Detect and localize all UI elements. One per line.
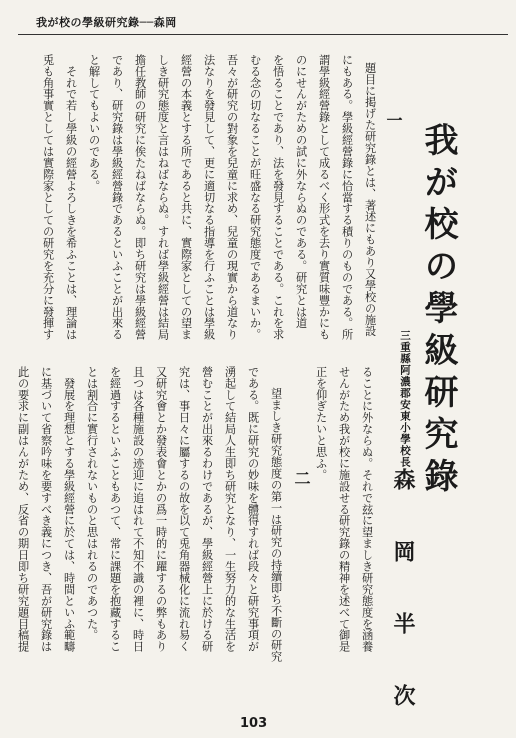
section-1-line: 題目に掲げた研究錄とは、著述にもあり又學校の施設: [363, 62, 377, 337]
section-2-line: 且つは各種施設の迹迎に追はれて不知不識の裡に、時日: [131, 366, 145, 653]
section-1-line: むる念の切なることが旺盛なる研究態度であるまいか。: [248, 54, 262, 341]
section-2-line: である。既に研究の妙味を體得すれば段々と研究事項が: [246, 366, 260, 653]
author-affiliation: 三重縣阿濃郡安東小學校長: [399, 330, 411, 468]
section-2-line: 究は、事日々に屬するの故を以て兎角器械化に流れ易く: [177, 366, 191, 653]
section-2-line: に基づいて省察吟味を要すべき義につき、吾が研究錄は: [39, 366, 53, 653]
section-1-line: 法なりを發見して、更に適切なる指導を行ふことは學級: [202, 54, 216, 341]
section-2-line: 發展を理想とする學級經營に於ては、時間といふ範疇: [62, 366, 76, 653]
section-1-line: 吾々が研究の對象を兒童に求め、兒童の現實から道なり: [225, 54, 239, 341]
section-2-line: を經過するといふこともあつて、常に課題を抱藏するこ: [108, 366, 122, 653]
section-2-line: とは割合に實行されないものと思はれるのであつた。: [85, 366, 99, 641]
section-2-line: 正を仰ぎたいと思ふ。: [314, 366, 328, 481]
section-1-line: しき研究態度と言はねばならぬ。すれば學級經營は結局: [156, 54, 170, 341]
author-name: 森 岡 半 次: [390, 468, 416, 720]
section-number-2: 二: [292, 470, 311, 486]
section-2-line: 此の要求に副はんがため、反省の期日即ち研究題目稿提: [16, 366, 30, 653]
section-2-line: ることに外ならぬ。それで玆に望ましき研究態度を涵養: [360, 366, 374, 653]
section-2-line: 營むことが出來るわけであるが、學級經營上に於ける研: [200, 366, 214, 653]
header-rule: [18, 34, 508, 35]
section-1-line: 經營の本義とする所であると共に、實際家としての望ま: [179, 54, 193, 341]
section-number-1: 一: [384, 112, 403, 128]
section-1-line: にもある。學級經營錄に恰當する積りのものである。所: [340, 54, 354, 341]
section-1-line: のにせんがための試に外ならぬのである。研究とは道: [294, 54, 308, 329]
section-2-line: せんがため我が校に施設せる研究錄の精神を述べて御是: [337, 366, 351, 653]
page-number: 103: [240, 716, 268, 731]
section-1-line: 兎も角事實としては實際家としての研究を充分に發揮す: [41, 54, 55, 341]
section-1-line: であり、研究錄は學級經營錄であるといふことが出來る: [110, 54, 124, 341]
section-1-line: 擔任教師の研究に俟たねばならぬ。即ち研究は學級經營: [133, 54, 147, 341]
section-2-line: 湧起して結局人生即ち研究となり、一生努力的な生活を: [223, 366, 237, 653]
section-1-line: それで若し學級の經營よろしきを希ふことは、理論は: [64, 54, 78, 341]
article-title: 我が校の學級研究錄: [418, 122, 458, 500]
section-1-line: と解してもよいのである。: [87, 54, 101, 192]
section-2-line: 又研究會とか發表會とかの爲一時的に躍するの弊もあり: [154, 366, 168, 653]
section-1-line: 謂學級經營錄として成るべく形式を去り實質味豐かにも: [317, 54, 331, 341]
section-2-line: 望ましき研究態度の第一は研究の持續即ち不斷の研究: [269, 376, 283, 663]
section-1-line: を悟ることであり、法を發見することである。これを求: [271, 54, 285, 341]
running-head: 我が校の學級研究錄──森岡: [36, 16, 177, 29]
